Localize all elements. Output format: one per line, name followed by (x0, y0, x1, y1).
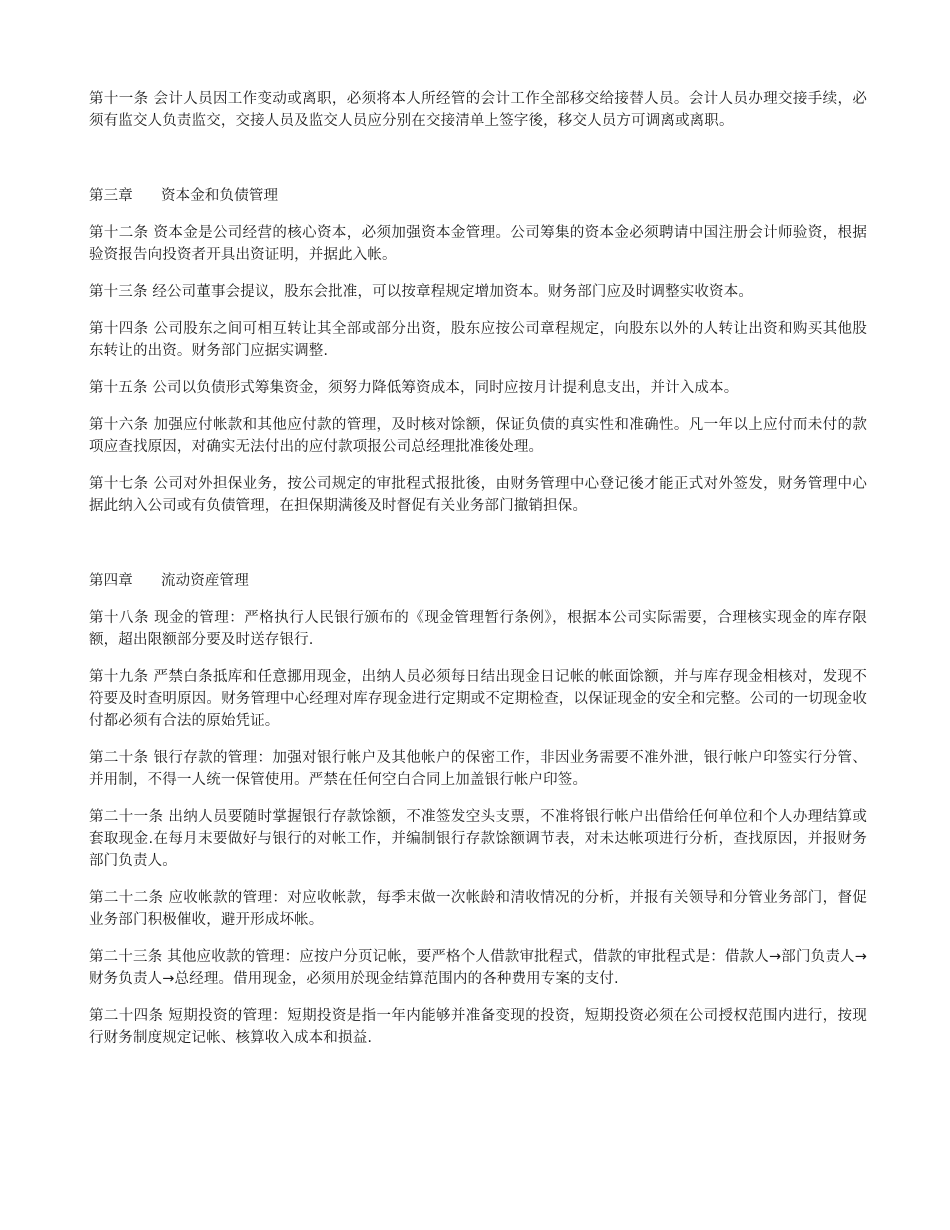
chapter-4-number: 第四章 (89, 573, 133, 589)
article-21: 第二十一条 出纳人员要随时掌握银行存款馀额，不准签发空头支票，不准将银行帐户出借给任何单位和个人办理结算或套取现金.在每月末要做好与银行的对帐工作，并编制银行存款馀额调节表，对未达帐项进行分析，查找原因，并报财务部门负责人。 (89, 809, 867, 869)
document-page (89, 88, 867, 1049)
chapter-3-number: 第三章 (89, 188, 133, 204)
article-22: 第二十二条 应收帐款的管理：对应收帐款，每季末做一次帐龄和清收情况的分析，并报有关领导和分管业务部门，督促业务部门积极催收，避开形成坏帐。 (89, 890, 867, 928)
article-19: 第十九条 严禁白条抵库和任意挪用现金，出纳人员必须每日结出现金日记帐的帐面馀额，并与库存现金相核对，发现不符要及时查明原因。财务管理中心经理对库存现金进行定期或不定期检查，以保证现金的安全和完整。公司的一切现金收付都必须有合法的原始凭证。 (89, 669, 867, 729)
chapter-4-heading (89, 570, 867, 592)
chapter-3-heading (89, 185, 867, 207)
chapter-4-title: 流动资産管理 (160, 573, 249, 589)
article-20: 第二十条 银行存款的管理：加强对银行帐户及其他帐户的保密工作，非因业务需要不准外泄，银行帐户印签实行分管、并用制，不得一人统一保管使用。严禁在任何空白合同上加盖银行帐户印签。 (89, 750, 867, 788)
article-11: 第十一条 会计人员因工作变动或离职，必须将本人所经管的会计工作全部移交给接替人员。会计人员办理交接手续，必须有监交人负责监交，交接人员及监交人员应分别在交接清单上签字後，移交人员方可调离或离职。 (89, 91, 867, 129)
article-13: 第十三条 经公司董事会提议，股东会批准，可以按章程规定增加资本。财务部门应及时调整实收资本。 (89, 284, 754, 300)
article-15: 第十五条 公司以负债形式筹集资金，须努力降低筹资成本，同时应按月计提利息支出，并计入成本。 (89, 380, 739, 396)
chapter-3-title: 资本金和负债管理 (160, 188, 279, 204)
article-18: 第十八条 现金的管理：严格执行人民银行颁布的《现金管理暂行条例》，根据本公司实际需要，合理核实现金的库存限额，超出限额部分要及时送存银行. (89, 610, 867, 648)
article-24: 第二十四条 短期投资的管理：短期投资是指一年内能够并准备变现的投资，短期投资必须在公司授权范围内进行，按现行财务制度规定记帐、核算收入成本和损益. (89, 1008, 867, 1046)
article-23: 第二十三条 其他应收款的管理：应按户分页记帐，要严格个人借款审批程式，借款的审批程式是：借款人→部门负责人→财务负责人→总经理。借用现金，必须用於现金结算范围内的各种费用专案的支付. (89, 949, 867, 987)
section-spacer (89, 517, 867, 570)
article-17: 第十七条 公司对外担保业务，按公司规定的审批程式报批後，由财务管理中心登记後才能正式对外签发，财务管理中心据此纳入公司或有负债管理，在担保期满後及时督促有关业务部门撤销担保。 (89, 476, 867, 514)
section-spacer (89, 132, 867, 185)
article-16: 第十六条 加强应付帐款和其他应付款的管理，及时核对馀额，保证负债的真实性和准确性。凡一年以上应付而未付的款项应查找原因，对确实无法付出的应付款项报公司总经理批准後处理。 (89, 417, 867, 455)
article-14: 第十四条 公司股东之间可相互转让其全部或部分出资，股东应按公司章程规定，向股东以外的人转让出资和购买其他股东转让的出资。财务部门应据实调整. (89, 321, 867, 359)
article-12: 第十二条 资本金是公司经营的核心资本，必须加强资本金管理。公司筹集的资本金必须聘请中国注册会计师验资，根据验资报告向投资者开具出资证明，并据此入帐。 (89, 225, 867, 263)
